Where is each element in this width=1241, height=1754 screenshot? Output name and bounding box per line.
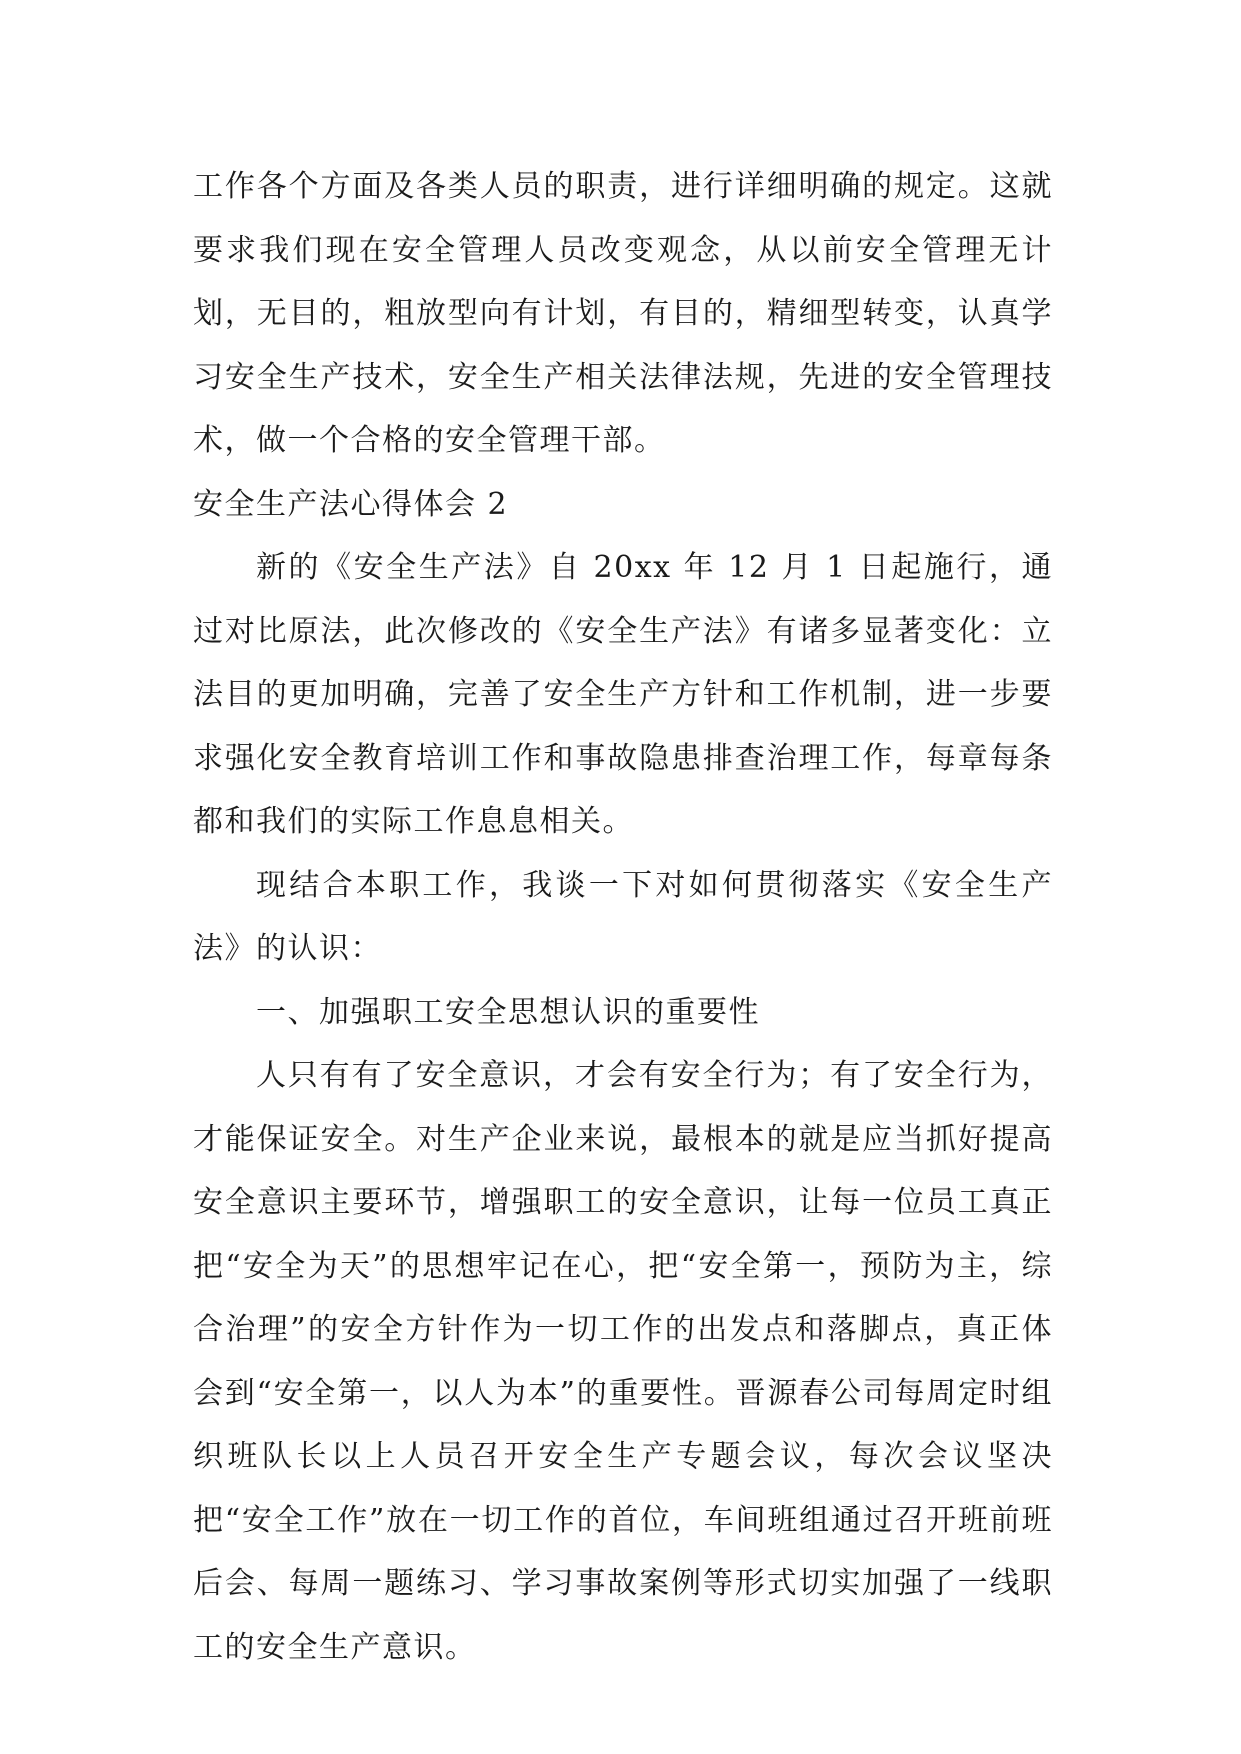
subsection-heading: 一、加强职工安全思想认识的重要性 <box>256 994 760 1030</box>
document-body <box>193 155 1053 1679</box>
paragraph-body: 人只有有了安全意识，才会有安全行为；有了安全行为，才能保证安全。对生产企业来说，最根本的就是应当抓好提高安全意识主要环节，增强职工的安全意识，让每一位员工真正把“安全为天”的思想牢记在心，把“安全第一，预防为主，综合治理”的安全方针作为一切工作的出发点和落脚点，真正体会到“安全第一，以人为本”的重要性。晋源春公司每周定时组织班队长以上人员召开安全生产专题会议，每次会议坚决把“安全工作”放在一切工作的首位，车间班组通过召开班前班后会、每周一题练习、学习事故案例等形式切实加强了一线职工的安全生产意识。 <box>193 1058 1053 1665</box>
section-heading: 安全生产法心得体会 2 <box>193 486 509 522</box>
paragraph-continuation: 工作各个方面及各类人员的职责，进行详细明确的规定。这就要求我们现在安全管理人员改变观念，从以前安全管理无计划，无目的，粗放型向有计划，有目的，精细型转变，认真学习安全生产技术，安全生产相关法律法规，先进的安全管理技术，做一个合格的安全管理干部。 <box>193 169 1053 458</box>
paragraph-intro: 新的《安全生产法》自 20xx 年 12 月 1 日起施行，通过对比原法，此次修改的《安全生产法》有诸多显著变化：立法目的更加明确，完善了安全生产方针和工作机制，进一步要求强化安全教育培训工作和事故隐患排查治理工作，每章每条都和我们的实际工作息息相关。 <box>193 550 1053 839</box>
paragraph-lead-in: 现结合本职工作，我谈一下对如何贯彻落实《安全生产法》的认识： <box>193 867 1053 966</box>
